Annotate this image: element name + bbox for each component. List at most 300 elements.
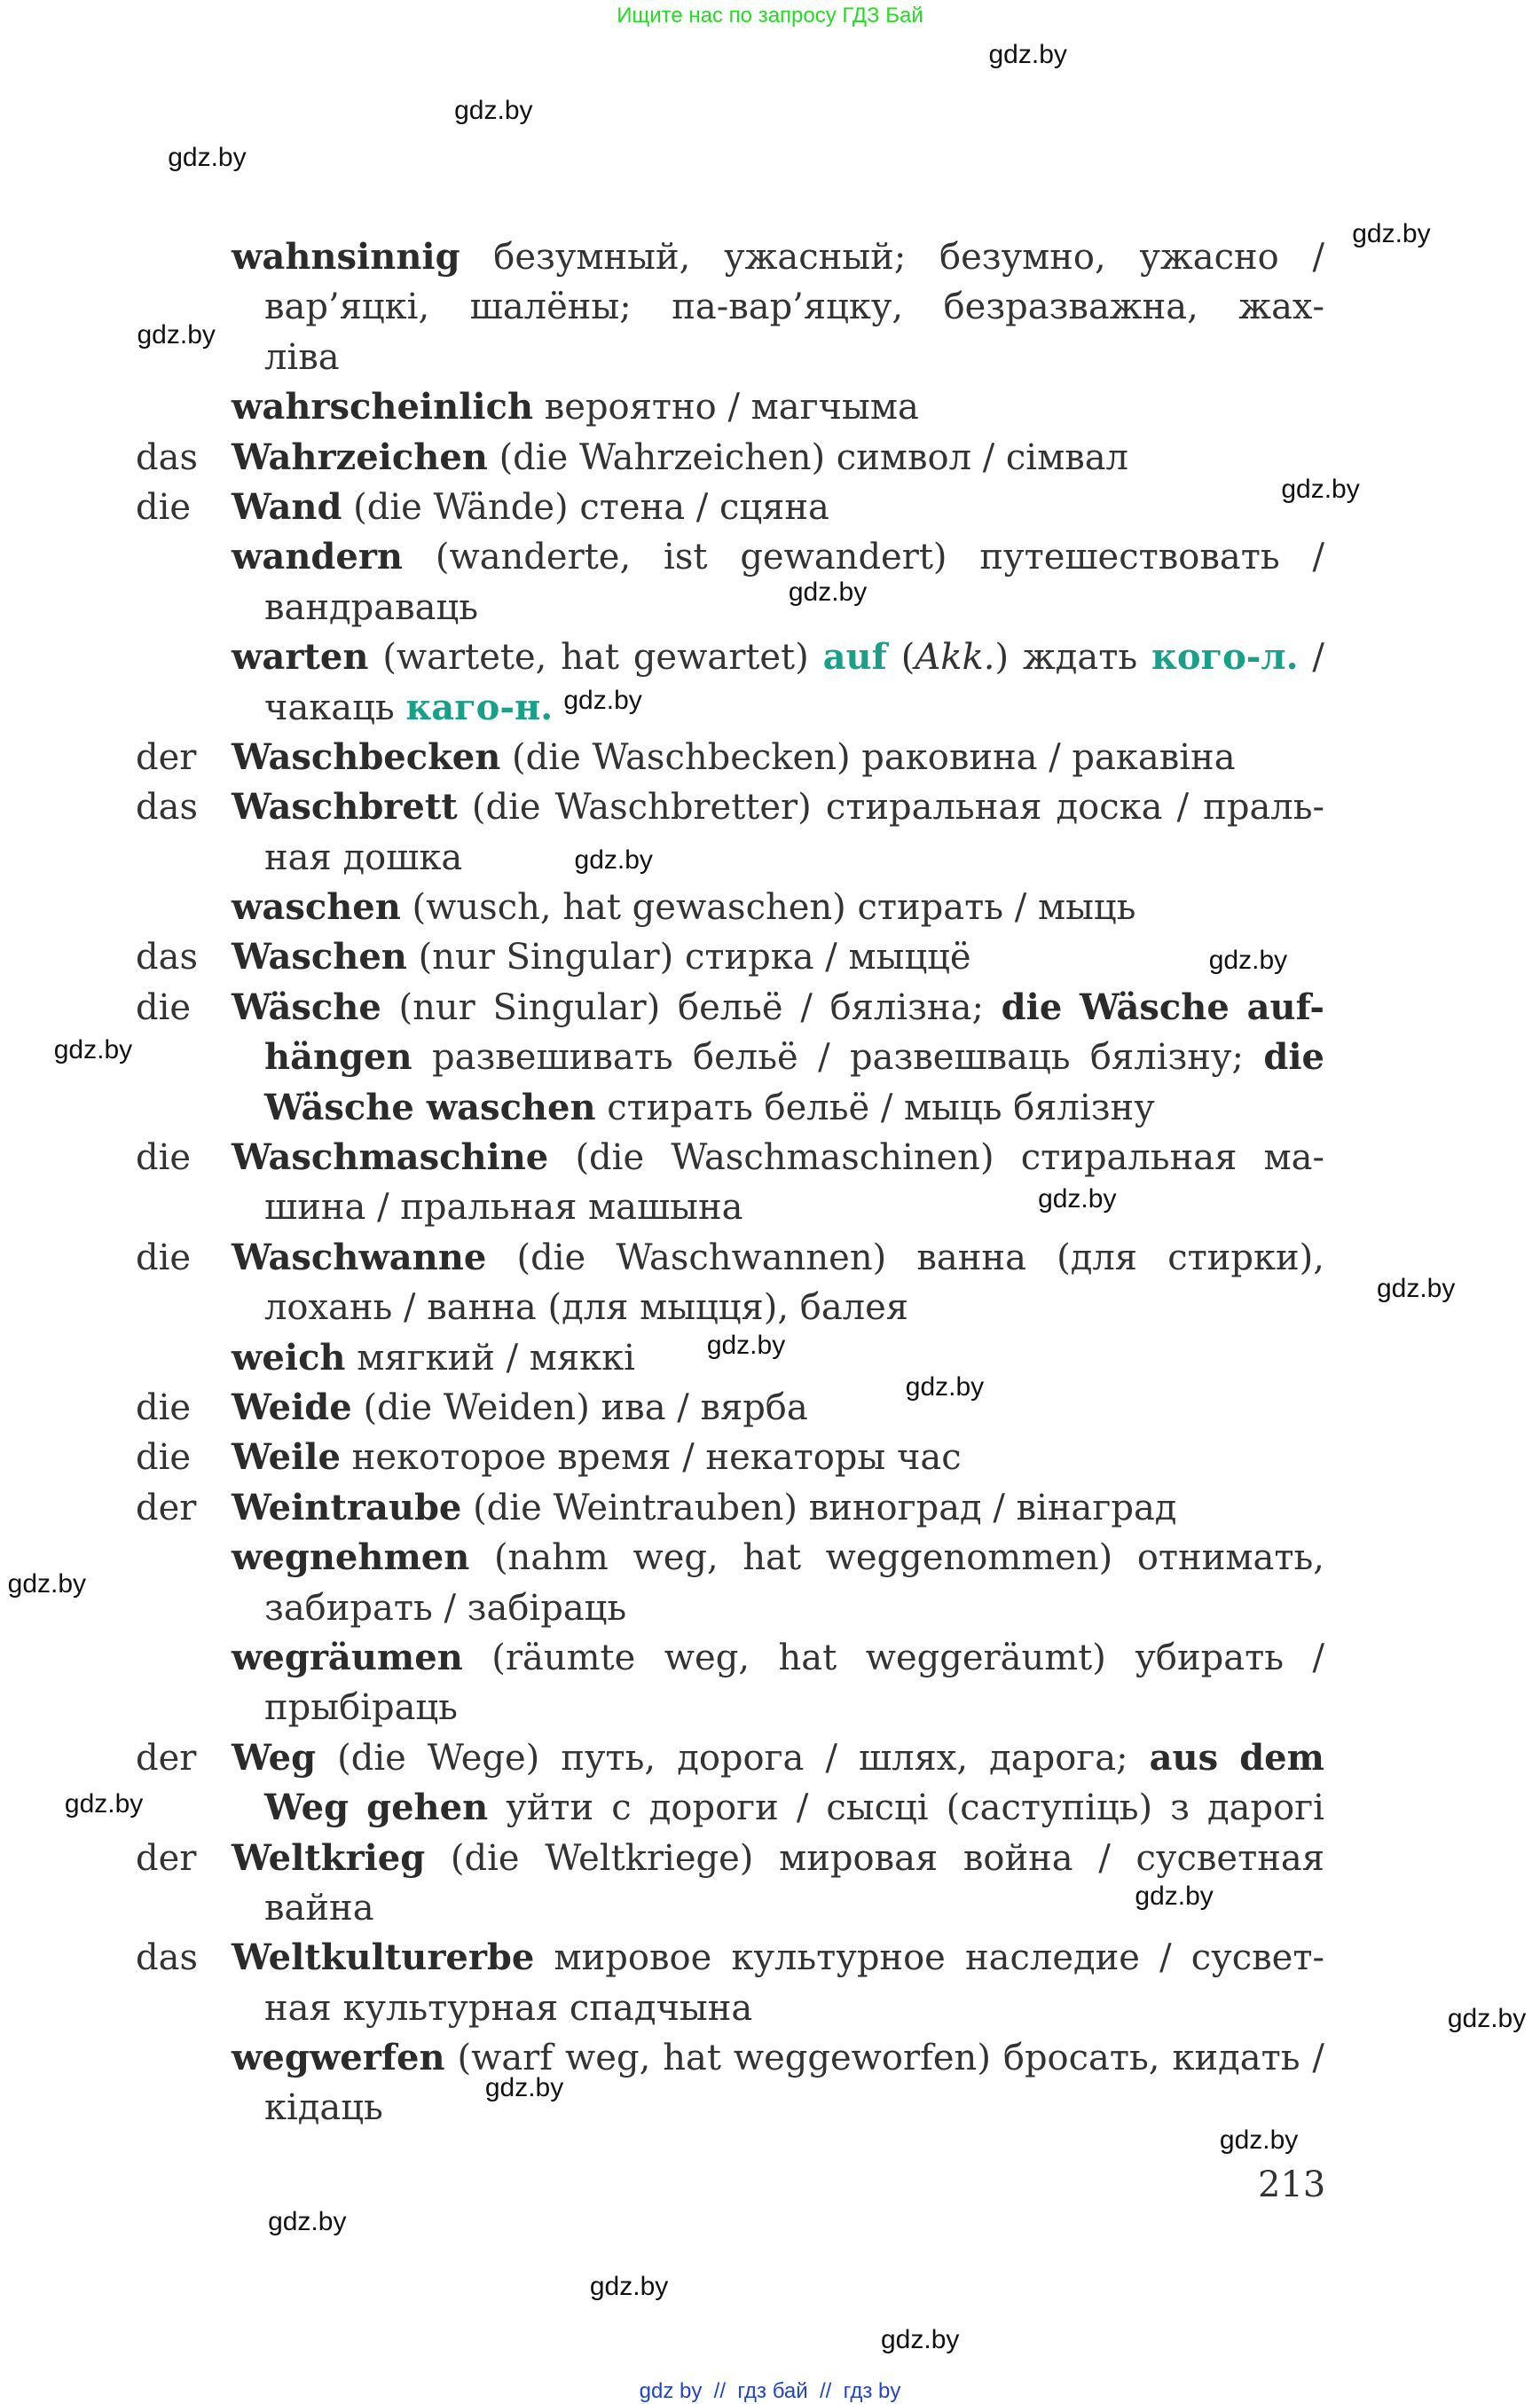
translation-text: (die bbox=[575, 1137, 645, 1179]
translation-text: Waschbretter) bbox=[554, 787, 812, 829]
word bbox=[232, 1533, 469, 1583]
entry-line bbox=[0, 1483, 1540, 1533]
article: das bbox=[136, 937, 198, 978]
dictionary-entry bbox=[0, 2033, 1540, 2133]
entry-line bbox=[0, 232, 1540, 282]
word bbox=[664, 532, 707, 582]
word bbox=[264, 1033, 412, 1082]
translation-text: ужасный; bbox=[724, 237, 907, 278]
word bbox=[232, 1633, 463, 1683]
word bbox=[825, 1733, 837, 1783]
article: das bbox=[136, 436, 198, 478]
word bbox=[944, 282, 1198, 332]
translation-text: шина / пральная машына bbox=[264, 1187, 743, 1229]
entry-text bbox=[264, 1182, 1324, 1232]
translation-text: ) bbox=[994, 637, 1010, 679]
word bbox=[451, 1834, 520, 1883]
article: die bbox=[136, 1137, 192, 1179]
translation-text: Weltkriege) bbox=[545, 1837, 754, 1879]
entry-line bbox=[0, 683, 1540, 733]
word bbox=[826, 1533, 1113, 1583]
translation-text: / bbox=[1312, 237, 1324, 278]
word bbox=[797, 1783, 808, 1833]
word bbox=[399, 983, 475, 1033]
entry-line bbox=[0, 2033, 1540, 2083]
word bbox=[779, 1633, 837, 1683]
translation-text: (nahm bbox=[493, 1537, 609, 1579]
dictionary-entry bbox=[0, 382, 1540, 432]
word bbox=[494, 1533, 609, 1583]
word bbox=[232, 1133, 548, 1182]
dictionary-entry bbox=[0, 782, 1540, 883]
highlight-text: auf bbox=[822, 636, 887, 679]
headword: warten bbox=[232, 636, 369, 679]
watermark: gdz.by bbox=[1038, 1183, 1117, 1214]
entry-text bbox=[232, 632, 1324, 682]
word bbox=[677, 1733, 804, 1783]
word bbox=[1313, 1633, 1324, 1683]
translation-text: дороги bbox=[648, 1787, 779, 1829]
word bbox=[232, 2033, 445, 2083]
headword: Wäsche waschen bbox=[264, 1086, 596, 1128]
translation-text: бельё bbox=[677, 986, 783, 1028]
page-number: 213 bbox=[1258, 2164, 1326, 2205]
entry-text bbox=[232, 932, 1324, 982]
word bbox=[866, 1633, 1106, 1683]
watermark: gdz.by bbox=[706, 1330, 786, 1360]
entry-line bbox=[0, 1733, 1540, 1783]
article: der bbox=[136, 736, 197, 778]
translation-text: кидать bbox=[1172, 2038, 1300, 2079]
watermark: gdz.by bbox=[1376, 1273, 1456, 1303]
word bbox=[545, 1834, 753, 1883]
word bbox=[232, 983, 381, 1033]
article: die bbox=[136, 1387, 192, 1428]
entry-text bbox=[232, 382, 1324, 432]
word bbox=[232, 632, 368, 682]
entry-line bbox=[0, 1033, 1540, 1082]
translation-text: weg, bbox=[664, 1637, 750, 1678]
headword: wegwerfen bbox=[232, 2037, 445, 2079]
word bbox=[232, 1933, 534, 1983]
translation-text: (die Wahrzeichen) символ / сімвал bbox=[487, 436, 1128, 478]
entry-text bbox=[232, 1633, 1324, 1683]
translation-text: (die bbox=[450, 1837, 520, 1879]
translation-text: weggeräumt) bbox=[865, 1637, 1106, 1678]
headword: die bbox=[1001, 986, 1063, 1028]
entry-line bbox=[0, 583, 1540, 632]
headword: Waschmaschine bbox=[232, 1136, 549, 1179]
headword: weich bbox=[232, 1336, 346, 1379]
watermark: gdz.by bbox=[1352, 218, 1431, 248]
word bbox=[232, 532, 403, 582]
translation-text: (wartete, bbox=[382, 637, 547, 679]
entry-line bbox=[0, 1283, 1540, 1332]
translation-text: дорога bbox=[677, 1737, 805, 1779]
entry-text bbox=[232, 1733, 1324, 1783]
watermark: gdz.by bbox=[1219, 2125, 1299, 2155]
word bbox=[1090, 1033, 1244, 1082]
word bbox=[826, 1783, 928, 1833]
entry-line bbox=[0, 833, 1540, 883]
entry-text bbox=[264, 2083, 1324, 2133]
translation-text: бялізну; bbox=[1089, 1037, 1244, 1079]
translation-text: ліва bbox=[264, 336, 340, 378]
word bbox=[734, 2033, 991, 2083]
article: die bbox=[136, 1437, 192, 1479]
translation-text: путь, bbox=[561, 1737, 656, 1779]
headword: Weintraube bbox=[232, 1486, 462, 1528]
translation-text: / bbox=[1159, 1937, 1172, 1979]
word bbox=[1002, 983, 1063, 1033]
word bbox=[1238, 282, 1324, 332]
translation-text: уйти bbox=[506, 1787, 594, 1829]
entry-line bbox=[0, 282, 1540, 332]
word bbox=[264, 282, 429, 332]
translation-text: сысці bbox=[826, 1787, 929, 1829]
dictionary-entry bbox=[0, 532, 1540, 632]
word bbox=[232, 1233, 486, 1283]
word bbox=[1021, 1133, 1238, 1182]
word bbox=[800, 983, 812, 1033]
entry-text bbox=[232, 733, 1324, 782]
entry-text bbox=[232, 1933, 1324, 1983]
translation-text: ( bbox=[900, 637, 915, 679]
entry-text bbox=[232, 782, 1324, 832]
entry-text bbox=[264, 1683, 1324, 1732]
translation-text: стиральная bbox=[1020, 1137, 1238, 1179]
entry-line bbox=[0, 1834, 1540, 1883]
translation-text: война bbox=[962, 1837, 1073, 1879]
watermark: gdz.by bbox=[1281, 474, 1360, 504]
translation-text: бялізна; bbox=[829, 986, 984, 1028]
translation-text: Waschwannen) bbox=[616, 1237, 887, 1278]
translation-text: забирать / забіраць bbox=[264, 1587, 627, 1629]
watermark: gdz.by bbox=[589, 2271, 669, 2301]
translation-text: доска bbox=[1056, 787, 1163, 829]
entry-line bbox=[0, 1633, 1540, 1683]
word bbox=[561, 1733, 656, 1783]
watermark: gdz.by bbox=[454, 95, 533, 125]
entry-line bbox=[0, 333, 1540, 382]
translation-text: weg, bbox=[632, 1537, 719, 1579]
watermark: gdz.by bbox=[788, 577, 868, 607]
article: das bbox=[136, 787, 198, 829]
entry-line bbox=[0, 733, 1540, 782]
translation-text: (die Wände) стена / сцяна bbox=[342, 486, 829, 528]
dictionary-entry bbox=[0, 1233, 1540, 1333]
word bbox=[264, 1783, 349, 1833]
translation-text: ма- bbox=[1263, 1137, 1324, 1179]
translation-text: (die bbox=[471, 787, 541, 829]
translation-text: / bbox=[796, 1787, 809, 1829]
word bbox=[859, 1733, 968, 1783]
watermark: gdz.by bbox=[268, 2206, 347, 2236]
dictionary-entry bbox=[0, 1533, 1540, 1633]
word bbox=[472, 782, 541, 832]
dictionary-entries bbox=[0, 232, 1540, 2133]
translation-text: шлях, bbox=[858, 1737, 969, 1779]
translation-text: (для bbox=[1057, 1237, 1137, 1278]
headword: wandern bbox=[232, 536, 404, 578]
translation-text: (nur Singular) стирка / мыццё bbox=[406, 937, 971, 978]
translation-text: hat bbox=[778, 1637, 837, 1678]
headword: Weltkulturerbe bbox=[232, 1937, 535, 1979]
word bbox=[1080, 983, 1230, 1033]
headword: waschen bbox=[232, 886, 401, 929]
entry-text bbox=[232, 2033, 1324, 2083]
watermark: gdz.by bbox=[563, 685, 642, 715]
word bbox=[664, 1633, 750, 1683]
watermark: gdz.by bbox=[1447, 2003, 1527, 2033]
entry-text bbox=[264, 333, 1324, 382]
word bbox=[616, 1233, 886, 1283]
dictionary-entry bbox=[0, 1383, 1540, 1433]
entry-text bbox=[264, 1083, 1324, 1133]
translation-text: вандраваць bbox=[264, 586, 478, 628]
translation-text: / bbox=[1176, 787, 1190, 829]
word bbox=[649, 1783, 779, 1833]
entry-line bbox=[0, 1383, 1540, 1433]
headword: Waschbrett bbox=[232, 786, 458, 829]
word bbox=[826, 782, 1042, 832]
entry-text bbox=[264, 1783, 1324, 1833]
entry-line bbox=[0, 1984, 1540, 2033]
translation-text: отнимать, bbox=[1136, 1537, 1324, 1579]
word bbox=[731, 1933, 945, 1983]
word bbox=[470, 282, 632, 332]
translation-text: развешивать bbox=[432, 1037, 673, 1079]
word bbox=[516, 1233, 585, 1283]
watermark: gdz.by bbox=[1208, 945, 1288, 975]
word bbox=[1150, 1733, 1219, 1783]
article: der bbox=[136, 1487, 197, 1528]
translation-text: безразважна, bbox=[943, 287, 1198, 328]
dictionary-entry bbox=[0, 1834, 1540, 1934]
headword: dem bbox=[1239, 1736, 1324, 1779]
dictionary-entry bbox=[0, 232, 1540, 382]
translation-text: дарогі bbox=[1207, 1787, 1324, 1829]
entry-line bbox=[0, 1783, 1540, 1833]
word bbox=[693, 1033, 798, 1082]
entry-text bbox=[232, 532, 1324, 582]
translation-text: культурное bbox=[731, 1937, 946, 1979]
word bbox=[979, 532, 1279, 582]
entry-line bbox=[0, 883, 1540, 932]
translation-text: кідаць bbox=[264, 2087, 383, 2129]
word bbox=[428, 1733, 539, 1783]
translation-text: weggeworfen) bbox=[733, 2038, 991, 2079]
headword: Weg bbox=[264, 1787, 350, 1829]
entry-text bbox=[232, 983, 1324, 1033]
word bbox=[1312, 2033, 1324, 2083]
word bbox=[724, 232, 906, 282]
translation-text: стиральная bbox=[825, 787, 1042, 829]
translation-text: безумный, bbox=[493, 237, 691, 278]
dictionary-entry bbox=[0, 932, 1540, 982]
highlight-text: кого-л. bbox=[1151, 636, 1299, 679]
translation-text: Wege) bbox=[427, 1737, 540, 1779]
word bbox=[232, 232, 460, 282]
word bbox=[939, 232, 1106, 282]
word bbox=[850, 1033, 1071, 1082]
word bbox=[1057, 782, 1163, 832]
word bbox=[1170, 1783, 1190, 1833]
translation-text: па-вар’яцку, bbox=[672, 287, 904, 328]
entry-text bbox=[264, 1583, 1324, 1633]
translation-text: (die Waschbecken) раковина / ракавіна bbox=[500, 736, 1236, 778]
translation-text: ist bbox=[664, 537, 708, 578]
translation-text: вероятно / магчыма bbox=[533, 387, 919, 428]
headword: aus bbox=[1149, 1736, 1219, 1779]
dictionary-entry bbox=[0, 1483, 1540, 1533]
entry-line bbox=[0, 1533, 1540, 1583]
entry-line bbox=[0, 1133, 1540, 1182]
entry-text bbox=[264, 1283, 1324, 1332]
word bbox=[1167, 1233, 1324, 1283]
translation-text: hat bbox=[561, 637, 619, 679]
translation-text: (саступіць) bbox=[946, 1787, 1153, 1829]
translation-text: вайна bbox=[264, 1887, 374, 1929]
entry-line bbox=[0, 932, 1540, 982]
headword: wegnehmen bbox=[232, 1536, 470, 1579]
translation-text: некоторое время / некаторы час bbox=[340, 1437, 962, 1479]
translation-text: сусвет- bbox=[1190, 1937, 1324, 1979]
word bbox=[382, 632, 546, 682]
word bbox=[1057, 1233, 1137, 1283]
entry-line bbox=[0, 782, 1540, 832]
word bbox=[555, 782, 812, 832]
headword: Waschbecken bbox=[232, 735, 501, 778]
article: das bbox=[136, 1937, 198, 1979]
translation-text: вар’яцкі, bbox=[264, 287, 430, 328]
translation-text: / bbox=[818, 1037, 830, 1079]
word bbox=[493, 232, 690, 282]
entry-line bbox=[0, 2083, 1540, 2133]
word bbox=[1137, 1533, 1324, 1583]
entry-text bbox=[232, 1383, 1324, 1433]
dictionary-entry bbox=[0, 632, 1540, 733]
entry-text bbox=[264, 1984, 1324, 2033]
entry-text bbox=[232, 483, 1324, 532]
translation-text: (warf bbox=[457, 2038, 554, 2079]
entry-line bbox=[0, 1233, 1540, 1283]
word bbox=[1264, 1133, 1324, 1182]
word bbox=[742, 1533, 801, 1583]
dictionary-entry bbox=[0, 1933, 1540, 2033]
dictionary-entry bbox=[0, 1733, 1540, 1834]
watermark: gdz.by bbox=[880, 2325, 960, 2355]
headword: die bbox=[1263, 1036, 1324, 1079]
word bbox=[963, 1834, 1073, 1883]
translation-text: (wanderte, bbox=[435, 537, 632, 578]
word bbox=[1159, 1933, 1171, 1983]
entry-line bbox=[0, 1883, 1540, 1933]
translation-text: праль- bbox=[1203, 787, 1324, 829]
translation-text: з bbox=[1170, 1787, 1190, 1829]
translation-text: / bbox=[825, 1737, 837, 1779]
translation-text: стирать бельё / мыць бялізну bbox=[595, 1087, 1155, 1128]
translation-text: дарога; bbox=[989, 1737, 1128, 1779]
dictionary-entry bbox=[0, 883, 1540, 932]
translation-text: (die Weiden) ива / вярба bbox=[351, 1387, 808, 1428]
entry-text bbox=[264, 683, 1324, 733]
headword: auf- bbox=[1246, 986, 1324, 1028]
word bbox=[989, 1733, 1128, 1783]
word bbox=[1207, 1783, 1324, 1833]
translation-text: weggenommen) bbox=[825, 1537, 1113, 1579]
word bbox=[1023, 632, 1137, 682]
entry-text bbox=[264, 833, 1324, 883]
watermark: gdz.by bbox=[137, 320, 216, 350]
headword: wahrscheinlich bbox=[232, 386, 534, 428]
headword: Weide bbox=[232, 1386, 352, 1428]
headword: Waschen bbox=[232, 936, 407, 978]
word bbox=[561, 632, 619, 682]
translation-text: сусветная bbox=[1135, 1837, 1324, 1879]
word bbox=[1172, 2033, 1300, 2083]
translation-text: бельё bbox=[693, 1037, 798, 1079]
word bbox=[1312, 232, 1324, 282]
entry-text bbox=[232, 1233, 1324, 1283]
translation-text: / bbox=[1312, 1637, 1324, 1678]
watermark: gdz.by bbox=[574, 845, 653, 876]
word bbox=[1191, 1933, 1324, 1983]
article: die bbox=[136, 986, 192, 1028]
translation-text: бросать, bbox=[1002, 2038, 1160, 2079]
highlight-text: каго-н. bbox=[405, 686, 554, 728]
translation-text: Waschmaschinen) bbox=[671, 1137, 994, 1179]
translation-text: hat bbox=[742, 1537, 802, 1579]
word bbox=[232, 1834, 425, 1883]
word bbox=[947, 1783, 1152, 1833]
entry-line bbox=[0, 382, 1540, 432]
entry-text bbox=[264, 282, 1324, 332]
translation-text: стирки), bbox=[1167, 1237, 1324, 1278]
word bbox=[232, 1733, 316, 1783]
entry-text bbox=[232, 1834, 1324, 1883]
word bbox=[432, 1033, 673, 1082]
footer-links[interactable]: gdz by // гдз бай // гдз by bbox=[639, 2379, 901, 2403]
entry-text bbox=[232, 1133, 1324, 1182]
word bbox=[965, 1933, 1140, 1983]
translation-text: / bbox=[1098, 1837, 1111, 1879]
headword: Wand bbox=[232, 485, 342, 528]
translation-text: (die bbox=[516, 1237, 586, 1278]
word bbox=[1003, 2033, 1160, 2083]
translation-text: / bbox=[1312, 2038, 1324, 2079]
translation-text: убирать bbox=[1135, 1637, 1284, 1678]
search-banner[interactable]: Ищите нас по запросу ГДЗ Бай bbox=[617, 4, 923, 27]
translation-text: / bbox=[1312, 637, 1324, 679]
word bbox=[493, 983, 661, 1033]
translation-text: ванна bbox=[916, 1237, 1026, 1278]
word bbox=[740, 532, 947, 582]
word bbox=[916, 1233, 1026, 1283]
translation-text: ная культурная спадчына bbox=[264, 1987, 753, 2029]
word bbox=[678, 983, 783, 1033]
headword: wahnsinnig bbox=[232, 236, 460, 278]
word bbox=[506, 1783, 593, 1833]
word bbox=[565, 2033, 650, 2083]
headword: Wahrzeichen bbox=[232, 436, 488, 478]
translation-text: weg, bbox=[565, 2038, 651, 2079]
word bbox=[1151, 632, 1299, 682]
word bbox=[337, 1733, 406, 1783]
entry-text bbox=[232, 1533, 1324, 1583]
translation-text: (die Weintrauben) виноград / вінаград bbox=[461, 1487, 1177, 1528]
translation-text: / bbox=[1312, 537, 1324, 578]
